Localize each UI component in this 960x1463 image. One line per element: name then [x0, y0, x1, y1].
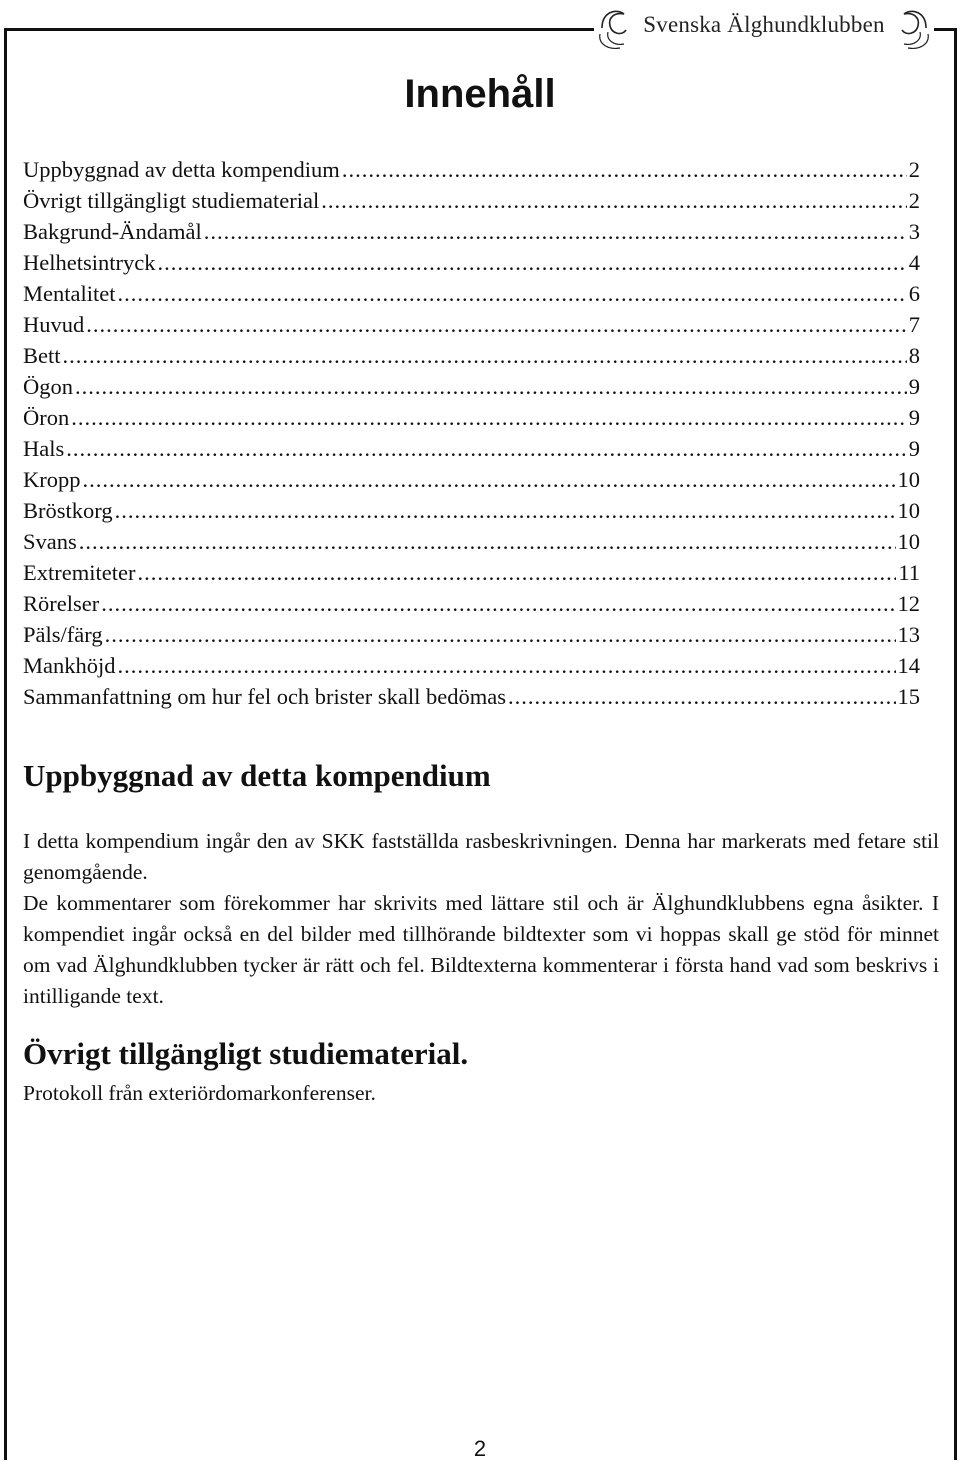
- page-number: 2: [473, 1436, 487, 1461]
- toc-entry-label: Svans: [23, 529, 77, 554]
- toc-leader-dots: [71, 402, 907, 433]
- toc-entry[interactable]: [23, 154, 920, 185]
- toc-entry-label: Övrigt tillgängligt studiematerial: [23, 188, 320, 213]
- toc-leader-dots: [83, 464, 896, 495]
- page-title: Innehåll: [404, 72, 556, 116]
- toc-entry[interactable]: [23, 557, 920, 588]
- toc-entry-page: 10: [897, 529, 920, 554]
- toc-entry[interactable]: [23, 433, 920, 464]
- toc-entry-label: Ögon: [23, 374, 73, 399]
- toc-entry[interactable]: [23, 278, 920, 309]
- toc-entry[interactable]: [23, 588, 920, 619]
- toc-entry-label: Uppbyggnad av detta kompendium: [23, 157, 340, 182]
- toc-entry-page: 8: [908, 343, 920, 368]
- frame-right-line: [954, 28, 957, 1460]
- toc-entry-label: Extremiteter: [23, 560, 136, 585]
- toc-entry-page: 12: [897, 591, 920, 616]
- paragraph: De kommentarer som förekommer har skrivits med lättare stil och är Älghundklubbens egna åsikter. I kompendiet ingår också en del bilder med tillhörande bildtexter som vi hoppas skall ge stöd för minnet om vad Älghundklubben tycker är rätt och fel. Bildtexterna kommenterar i första hand vad som beskrivs i intilligande text.: [23, 891, 939, 1008]
- toc-leader-dots: [115, 495, 896, 526]
- toc-entry-label: Öron: [23, 405, 70, 430]
- toc-entry-page: 2: [908, 157, 920, 182]
- toc-leader-dots: [66, 433, 907, 464]
- toc-entry[interactable]: [23, 619, 920, 650]
- toc-entry-label: Kropp: [23, 467, 81, 492]
- toc-entry-page: 6: [908, 281, 920, 306]
- section-heading-ovrigt: Övrigt tillgängligt studiematerial.: [23, 1036, 469, 1071]
- paragraph: I detta kompendium ingår den av SKK fastställda rasbeskrivningen. Denna har markerats med fetare stil genomgående.: [23, 829, 939, 884]
- table-of-contents: [23, 154, 920, 712]
- toc-entry[interactable]: [23, 340, 920, 371]
- toc-entry-page: 10: [897, 498, 920, 523]
- toc-entry[interactable]: [23, 247, 920, 278]
- section-body-ovrigt: Protokoll från exteriördomarkonferenser.: [23, 1081, 376, 1105]
- toc-entry[interactable]: [23, 650, 920, 681]
- header-title: Svenska Älghundklubben: [643, 12, 885, 37]
- toc-leader-dots: [204, 216, 907, 247]
- toc-entry[interactable]: [23, 464, 920, 495]
- toc-entry[interactable]: [23, 402, 920, 433]
- toc-entry-page: 7: [908, 312, 920, 337]
- toc-entry[interactable]: [23, 371, 920, 402]
- frame-top-line-right: [934, 28, 956, 31]
- frame-left-line: [4, 28, 7, 1460]
- toc-entry-label: Huvud: [23, 312, 85, 337]
- frame-top-line-left: [4, 28, 594, 31]
- toc-entry-page: 11: [898, 560, 920, 585]
- toc-entry[interactable]: [23, 526, 920, 557]
- toc-leader-dots: [63, 340, 907, 371]
- toc-entry[interactable]: [23, 495, 920, 526]
- toc-leader-dots: [137, 557, 896, 588]
- toc-entry-page: 9: [908, 374, 920, 399]
- toc-entry-page: 2: [908, 188, 920, 213]
- toc-leader-dots: [79, 526, 896, 557]
- toc-entry-page: 15: [897, 684, 920, 709]
- toc-entry[interactable]: [23, 185, 920, 216]
- toc-leader-dots: [508, 681, 895, 712]
- toc-entry[interactable]: [23, 681, 920, 712]
- toc-leader-dots: [117, 278, 906, 309]
- toc-leader-dots: [75, 371, 907, 402]
- toc-entry-page: 13: [897, 622, 920, 647]
- section-body-uppbyggnad: [23, 826, 939, 1012]
- toc-entry-label: Rörelser: [23, 591, 100, 616]
- toc-entry-label: Bett: [23, 343, 61, 368]
- toc-entry-page: 3: [908, 219, 920, 244]
- toc-leader-dots: [157, 247, 906, 278]
- toc-entry-label: Helhetsintryck: [23, 250, 156, 275]
- toc-leader-dots: [86, 309, 907, 340]
- toc-entry-page: 9: [908, 436, 920, 461]
- toc-entry-label: Bakgrund-Ändamål: [23, 219, 202, 244]
- toc-entry-label: Sammanfattning om hur fel och brister skall bedömas: [23, 684, 507, 709]
- toc-entry-page: 10: [897, 467, 920, 492]
- toc-entry-label: Mankhöjd: [23, 653, 116, 678]
- toc-leader-dots: [105, 619, 896, 650]
- toc-entry-page: 14: [897, 653, 920, 678]
- toc-leader-dots: [321, 185, 907, 216]
- toc-entry-page: 4: [908, 250, 920, 275]
- toc-entry[interactable]: [23, 309, 920, 340]
- toc-entry-label: Päls/färg: [23, 622, 103, 647]
- toc-entry-label: Bröstkorg: [23, 498, 113, 523]
- header-logo: [594, 4, 934, 50]
- toc-entry-page: 9: [908, 405, 920, 430]
- toc-entry-label: Mentalitet: [23, 281, 116, 306]
- toc-leader-dots: [101, 588, 895, 619]
- toc-leader-dots: [118, 650, 896, 681]
- section-heading-uppbyggnad: Uppbyggnad av detta kompendium: [23, 758, 491, 793]
- toc-entry-label: Hals: [23, 436, 65, 461]
- toc-leader-dots: [342, 154, 907, 185]
- toc-entry[interactable]: [23, 216, 920, 247]
